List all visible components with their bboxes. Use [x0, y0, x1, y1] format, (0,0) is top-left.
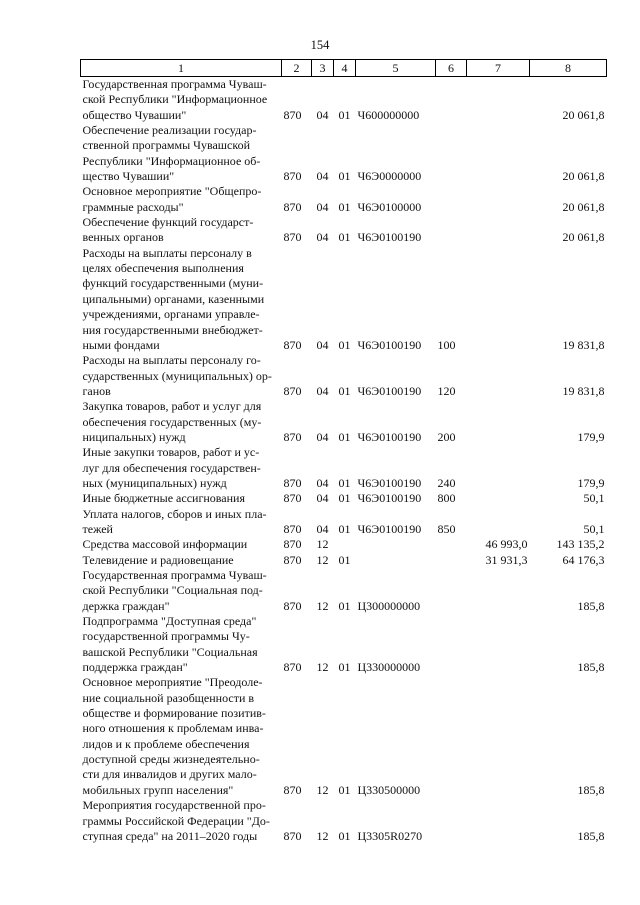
cell-pr: 01 — [338, 383, 351, 398]
cell-gl: 870 — [283, 521, 302, 536]
cell-csr: Ч6Э0100190 — [357, 429, 422, 444]
header-col-7: 7 — [467, 60, 530, 77]
cell-col8: 19 831,8 — [562, 337, 605, 352]
cell-rz: 04 — [316, 491, 329, 506]
cell-col7 — [467, 568, 530, 614]
table-row — [81, 123, 607, 184]
cell-name-line: Подпрограмма "Доступная среда" — [82, 614, 257, 629]
cell-name-line: вашской Республики "Социальная — [82, 644, 258, 659]
cell-name-line: Уплата налогов, сборов и иных пла- — [82, 506, 267, 521]
cell-rz: 04 — [316, 383, 329, 398]
cell-col8: 50,1 — [583, 521, 605, 536]
cell-name — [81, 491, 282, 506]
cell-name-line: Телевидение и радиовещание — [82, 552, 234, 567]
cell-csr: Ч6Э0100190 — [357, 521, 422, 536]
cell-rz: 04 — [316, 429, 329, 444]
cell-csr: Ч6Э0100190 — [357, 475, 422, 490]
cell-name — [81, 123, 282, 184]
cell-name-line: Средства массовой информации — [82, 537, 248, 552]
cell-csr: Ц3305R0270 — [357, 828, 423, 843]
cell-col8: 20 061,8 — [562, 169, 605, 184]
cell-gl: 870 — [283, 782, 302, 797]
cell-vr — [436, 568, 467, 614]
cell-col7 — [467, 353, 530, 399]
cell-rz: 04 — [316, 107, 329, 122]
page-number: 154 — [310, 38, 330, 52]
cell-rz: 12 — [316, 598, 329, 613]
table-row — [81, 353, 607, 399]
cell-gl: 870 — [283, 598, 302, 613]
cell-name — [81, 798, 282, 844]
cell-vr — [436, 675, 467, 798]
cell-rz: 12 — [316, 828, 329, 843]
cell-col7 — [467, 184, 530, 215]
cell-pr: 01 — [338, 337, 351, 352]
cell-name-line: мобильных групп населения" — [82, 782, 234, 797]
cell-vr — [436, 614, 467, 675]
cell-col8: 179,9 — [577, 429, 605, 444]
cell-pr: 01 — [338, 491, 351, 506]
cell-name — [81, 215, 282, 246]
cell-name-line: ганов — [82, 383, 111, 398]
cell-rz: 04 — [316, 521, 329, 536]
cell-csr: Ч6Э0100190 — [357, 230, 422, 245]
cell-col7 — [467, 77, 530, 124]
header-col-1: 1 — [81, 60, 282, 77]
cell-name — [81, 246, 282, 353]
cell-rz: 12 — [316, 782, 329, 797]
cell-col8: 179,9 — [577, 475, 605, 490]
cell-csr: Ч6Э0100190 — [357, 337, 422, 352]
cell-pr: 01 — [338, 475, 351, 490]
cell-rz: 12 — [316, 660, 329, 675]
cell-vr: 800 — [437, 491, 456, 506]
cell-vr: 850 — [437, 521, 456, 536]
cell-name-line: ципальными) органами, казенными — [82, 291, 265, 306]
cell-name-line: Закупка товаров, работ и услуг для — [82, 399, 262, 414]
cell-name — [81, 537, 282, 552]
cell-name-line: лидов и к проблеме обеспечения — [82, 736, 250, 751]
cell-vr: 240 — [437, 475, 456, 490]
cell-col7 — [467, 798, 530, 844]
cell-gl: 870 — [283, 169, 302, 184]
table-row — [81, 568, 607, 614]
cell-csr — [356, 553, 436, 568]
cell-col8: 19 831,8 — [562, 383, 605, 398]
cell-name — [81, 445, 282, 491]
cell-csr: Ч6Э0100000 — [357, 199, 422, 214]
cell-name-line: ния государственными внебюджет- — [82, 322, 263, 337]
cell-name-line: поддержка граждан" — [82, 660, 188, 675]
cell-rz: 04 — [316, 169, 329, 184]
table-row — [81, 77, 607, 124]
cell-name — [81, 675, 282, 798]
cell-name-line: Иные бюджетные ассигнования — [82, 491, 245, 506]
cell-name-line: держка граждан" — [82, 598, 170, 613]
cell-pr: 01 — [338, 429, 351, 444]
cell-gl: 870 — [283, 429, 302, 444]
cell-name-line: Основное мероприятие "Общепро- — [82, 184, 262, 199]
header-col-3: 3 — [312, 60, 334, 77]
cell-name-line: обществе и формирование позитив- — [82, 706, 266, 721]
cell-name-line: целях обеспечения выполнения — [82, 261, 244, 276]
table-body — [81, 77, 607, 845]
cell-gl: 870 — [283, 337, 302, 352]
cell-col7 — [467, 123, 530, 184]
cell-vr: 100 — [437, 337, 456, 352]
cell-csr: Ц330000000 — [357, 660, 421, 675]
budget-table — [80, 59, 607, 844]
cell-name — [81, 184, 282, 215]
cell-col8: 64 176,3 — [562, 552, 605, 567]
cell-pr: 01 — [338, 782, 351, 797]
header-col-4: 4 — [334, 60, 356, 77]
cell-name-line: Обеспечение функций государст- — [82, 215, 254, 230]
table-row — [81, 553, 607, 568]
cell-name-line: обеспечения государственных (му- — [82, 414, 262, 429]
cell-col7 — [467, 614, 530, 675]
cell-name-line: Государственная программа Чуваш- — [82, 568, 267, 582]
cell-name — [81, 568, 282, 614]
table-row — [81, 507, 607, 538]
cell-rz: 04 — [316, 230, 329, 245]
cell-pr: 01 — [338, 107, 351, 122]
cell-name-line: государственной программы Чу- — [82, 629, 250, 644]
cell-rz: 12 — [316, 552, 329, 567]
cell-col7 — [467, 399, 530, 445]
cell-rz: 04 — [316, 475, 329, 490]
cell-pr — [334, 537, 356, 552]
table-row — [81, 246, 607, 353]
cell-name-line: венных органов — [82, 230, 164, 245]
cell-name-line: тежей — [82, 521, 113, 536]
cell-col8: 20 061,8 — [562, 107, 605, 122]
cell-name-line: Расходы на выплаты персоналу го- — [82, 353, 261, 368]
table-row — [81, 445, 607, 491]
table-row — [81, 798, 607, 844]
cell-col8: 143 135,2 — [556, 537, 605, 552]
cell-name-line: луг для обеспечения государствен- — [82, 460, 261, 475]
cell-gl: 870 — [283, 383, 302, 398]
cell-name-line: Иные закупки товаров, работ и ус- — [82, 445, 260, 460]
cell-csr: Ч6Э0000000 — [357, 169, 422, 184]
cell-name-line: граммы Российской Федерации "До- — [82, 813, 270, 828]
cell-vr — [436, 123, 467, 184]
cell-col8: 50,1 — [583, 491, 605, 506]
cell-gl: 870 — [283, 107, 302, 122]
header-row — [81, 60, 607, 77]
cell-name — [81, 353, 282, 399]
cell-name-line: общество Чувашии" — [82, 107, 187, 122]
cell-gl: 870 — [283, 475, 302, 490]
cell-csr — [356, 537, 436, 552]
cell-name-line: ступная среда" на 2011–2020 годы — [82, 828, 258, 843]
cell-name — [81, 507, 282, 538]
cell-rz: 04 — [316, 337, 329, 352]
cell-gl: 870 — [283, 660, 302, 675]
cell-vr — [436, 553, 467, 568]
cell-gl: 870 — [283, 552, 302, 567]
cell-col8: 185,8 — [577, 828, 605, 843]
cell-gl: 870 — [283, 828, 302, 843]
cell-rz: 12 — [316, 537, 329, 552]
cell-vr — [436, 798, 467, 844]
cell-col7: 31 931,3 — [485, 552, 528, 567]
cell-col7 — [467, 507, 530, 538]
cell-name-line: ного отношения к проблемам инва- — [82, 721, 264, 736]
cell-gl: 870 — [283, 537, 302, 552]
table-row — [81, 184, 607, 215]
cell-name-line: Обеспечение реализации государ- — [82, 123, 257, 138]
cell-name-line: граммные расходы" — [82, 199, 184, 214]
cell-name-line: функций государственными (муни- — [82, 276, 264, 291]
cell-name-line: Расходы на выплаты персоналу в — [82, 245, 252, 260]
cell-col7 — [467, 675, 530, 798]
cell-name-line: ской Республики "Информационное — [82, 92, 268, 107]
cell-csr: Ч6Э0100190 — [357, 491, 422, 506]
cell-col7 — [467, 215, 530, 246]
cell-col7: 46 993,0 — [485, 537, 528, 552]
cell-name-line: ской Республики "Социальная под- — [82, 583, 263, 598]
cell-pr: 01 — [338, 521, 351, 536]
cell-vr — [436, 537, 467, 552]
cell-name-line: ными фондами — [82, 337, 160, 352]
table-row — [81, 614, 607, 675]
cell-name-line: Государственная программа Чуваш- — [82, 77, 267, 91]
cell-csr: Ц330500000 — [357, 782, 421, 797]
cell-gl: 870 — [283, 199, 302, 214]
cell-csr: Ц300000000 — [357, 598, 421, 613]
table-row — [81, 399, 607, 445]
cell-gl: 870 — [283, 491, 302, 506]
table-row — [81, 675, 607, 798]
cell-pr: 01 — [338, 169, 351, 184]
header-col-2: 2 — [282, 60, 312, 77]
cell-name-line: ниципальных) нужд — [82, 429, 186, 444]
cell-vr — [436, 184, 467, 215]
cell-pr: 01 — [338, 199, 351, 214]
cell-pr: 01 — [338, 598, 351, 613]
cell-vr: 200 — [437, 429, 456, 444]
cell-name-line: Республики "Информационное об- — [82, 153, 261, 168]
cell-rz: 04 — [316, 199, 329, 214]
cell-csr: Ч6Э0100190 — [357, 383, 422, 398]
cell-name-line: ных (муниципальных) нужд — [82, 475, 227, 490]
cell-name-line: сударственных (муниципальных) ор- — [82, 368, 272, 383]
cell-name-line: Мероприятия государственной про- — [82, 798, 266, 813]
cell-name-line: сти для инвалидов и других мало- — [82, 767, 257, 782]
cell-col8: 185,8 — [577, 598, 605, 613]
cell-vr: 120 — [437, 383, 456, 398]
cell-col8: 185,8 — [577, 660, 605, 675]
cell-name-line: ственной программы Чувашской — [82, 138, 251, 153]
cell-csr: Ч600000000 — [357, 107, 420, 122]
cell-col8: 20 061,8 — [562, 199, 605, 214]
cell-name — [81, 553, 282, 568]
cell-name-line: щество Чувашии" — [82, 169, 175, 184]
cell-gl: 870 — [283, 230, 302, 245]
cell-pr: 01 — [338, 552, 351, 567]
cell-pr: 01 — [338, 230, 351, 245]
cell-col7 — [467, 491, 530, 506]
cell-col7 — [467, 246, 530, 353]
cell-name — [81, 77, 282, 124]
header-col-8: 8 — [530, 60, 607, 77]
table-row — [81, 215, 607, 246]
table-row — [81, 491, 607, 506]
cell-vr — [436, 215, 467, 246]
cell-name-line: учреждениями, органами управле- — [82, 307, 260, 322]
cell-name — [81, 614, 282, 675]
cell-name — [81, 399, 282, 445]
cell-name-line: Основное мероприятие "Преодоле- — [82, 675, 263, 690]
cell-name-line: доступной среды жизнедеятельно- — [82, 752, 260, 767]
table-row — [81, 537, 607, 552]
header-col-5: 5 — [356, 60, 436, 77]
cell-pr: 01 — [338, 828, 351, 843]
cell-col8: 185,8 — [577, 782, 605, 797]
header-col-6: 6 — [436, 60, 467, 77]
cell-col7 — [467, 445, 530, 491]
cell-vr — [436, 77, 467, 124]
cell-name-line: ние социальной разобщенности в — [82, 690, 255, 705]
cell-col8: 20 061,8 — [562, 230, 605, 245]
cell-pr: 01 — [338, 660, 351, 675]
